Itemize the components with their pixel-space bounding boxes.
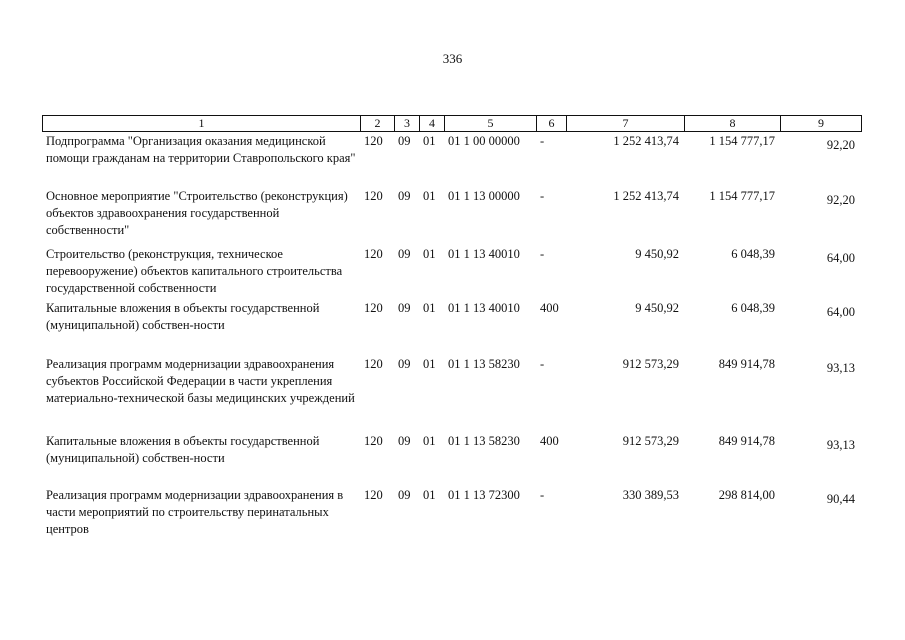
row-value-7: 1 252 413,74 <box>613 189 679 203</box>
row-code-4: 01 <box>423 134 436 148</box>
row-value-8: 6 048,39 <box>731 301 775 315</box>
row-code-6: 400 <box>540 434 559 448</box>
row-name: Реализация программ модернизации здравоохранения субъектов Российской Федерации в части укрепления материально-технической базы медицинских учреждений <box>46 357 355 405</box>
header-col-4: 4 <box>420 116 445 131</box>
row-code-5: 01 1 13 40010 <box>448 247 520 261</box>
row-code-4: 01 <box>423 301 436 315</box>
row-code-3: 09 <box>398 189 411 203</box>
row-code-3: 09 <box>398 488 411 502</box>
row-value-7: 912 573,29 <box>622 434 679 448</box>
row-value-8: 1 154 777,17 <box>709 189 775 203</box>
row-code-3: 09 <box>398 134 411 148</box>
row-name: Капитальные вложения в объекты государственной (муниципальной) собствен-ности <box>46 434 320 465</box>
row-value-7: 1 252 413,74 <box>613 134 679 148</box>
row-code-4: 01 <box>423 357 436 371</box>
header-col-3: 3 <box>395 116 420 131</box>
row-code-4: 01 <box>423 247 436 261</box>
row-code-6: - <box>540 134 545 148</box>
row-value-7: 9 450,92 <box>635 301 679 315</box>
row-code-5: 01 1 00 00000 <box>448 134 520 148</box>
table-header <box>42 115 862 132</box>
row-code-3: 09 <box>398 357 411 371</box>
row-code-4: 01 <box>423 488 436 502</box>
row-value-7: 912 573,29 <box>622 357 679 371</box>
header-col-9: 9 <box>818 116 824 130</box>
header-col-6: 6 <box>537 116 567 131</box>
row-value-8: 298 814,00 <box>718 488 775 502</box>
row-code-2: 120 <box>364 134 383 148</box>
row-value-8: 1 154 777,17 <box>709 134 775 148</box>
row-code-4: 01 <box>423 189 436 203</box>
row-code-2: 120 <box>364 488 383 502</box>
row-name: Подпрограмма "Организация оказания медицинской помощи гражданам на территории Ставропольского края" <box>46 134 356 165</box>
row-code-6: - <box>540 488 545 502</box>
row-value-9: 92,20 <box>826 193 855 207</box>
row-value-9: 92,20 <box>826 138 855 152</box>
row-name: Основное мероприятие "Строительство (реконструкция) объектов здравоохранения государственной собственности" <box>46 189 348 237</box>
page-number: 336 <box>442 51 463 66</box>
row-value-8: 6 048,39 <box>731 247 775 261</box>
row-code-2: 120 <box>364 357 383 371</box>
row-value-9: 90,44 <box>826 492 855 506</box>
row-code-3: 09 <box>398 434 411 448</box>
row-code-3: 09 <box>398 247 411 261</box>
row-code-5: 01 1 13 40010 <box>448 301 520 315</box>
header-col-5: 5 <box>445 116 537 131</box>
row-code-6: - <box>540 247 545 261</box>
row-code-4: 01 <box>423 434 436 448</box>
row-code-2: 120 <box>364 301 383 315</box>
row-code-6: - <box>540 189 545 203</box>
header-col-2: 2 <box>361 116 395 131</box>
row-code-3: 09 <box>398 301 411 315</box>
header-col-1: 1 <box>43 116 361 131</box>
row-value-9: 64,00 <box>826 251 855 265</box>
row-name: Капитальные вложения в объекты государственной (муниципальной) собствен-ности <box>46 301 320 332</box>
row-value-8: 849 914,78 <box>718 357 775 371</box>
row-code-5: 01 1 13 72300 <box>448 488 520 502</box>
row-code-2: 120 <box>364 434 383 448</box>
row-name: Строительство (реконструкция, техническое перевооружение) объектов капитального строительства государственной собственности <box>46 247 343 295</box>
row-value-9: 93,13 <box>826 438 855 452</box>
row-value-9: 64,00 <box>826 305 855 319</box>
row-code-2: 120 <box>364 189 383 203</box>
header-col-8: 8 <box>685 116 781 131</box>
row-name: Реализация программ модернизации здравоохранения в части мероприятий по строительству перинатальных центров <box>46 488 344 536</box>
header-col-7: 7 <box>567 116 685 131</box>
row-code-5: 01 1 13 58230 <box>448 357 520 371</box>
row-code-5: 01 1 13 00000 <box>448 189 520 203</box>
row-value-7: 9 450,92 <box>635 247 679 261</box>
row-code-5: 01 1 13 58230 <box>448 434 520 448</box>
row-value-8: 849 914,78 <box>718 434 775 448</box>
row-code-6: - <box>540 357 545 371</box>
row-code-2: 120 <box>364 247 383 261</box>
row-value-7: 330 389,53 <box>622 488 679 502</box>
row-code-6: 400 <box>540 301 559 315</box>
row-value-9: 93,13 <box>826 361 855 375</box>
